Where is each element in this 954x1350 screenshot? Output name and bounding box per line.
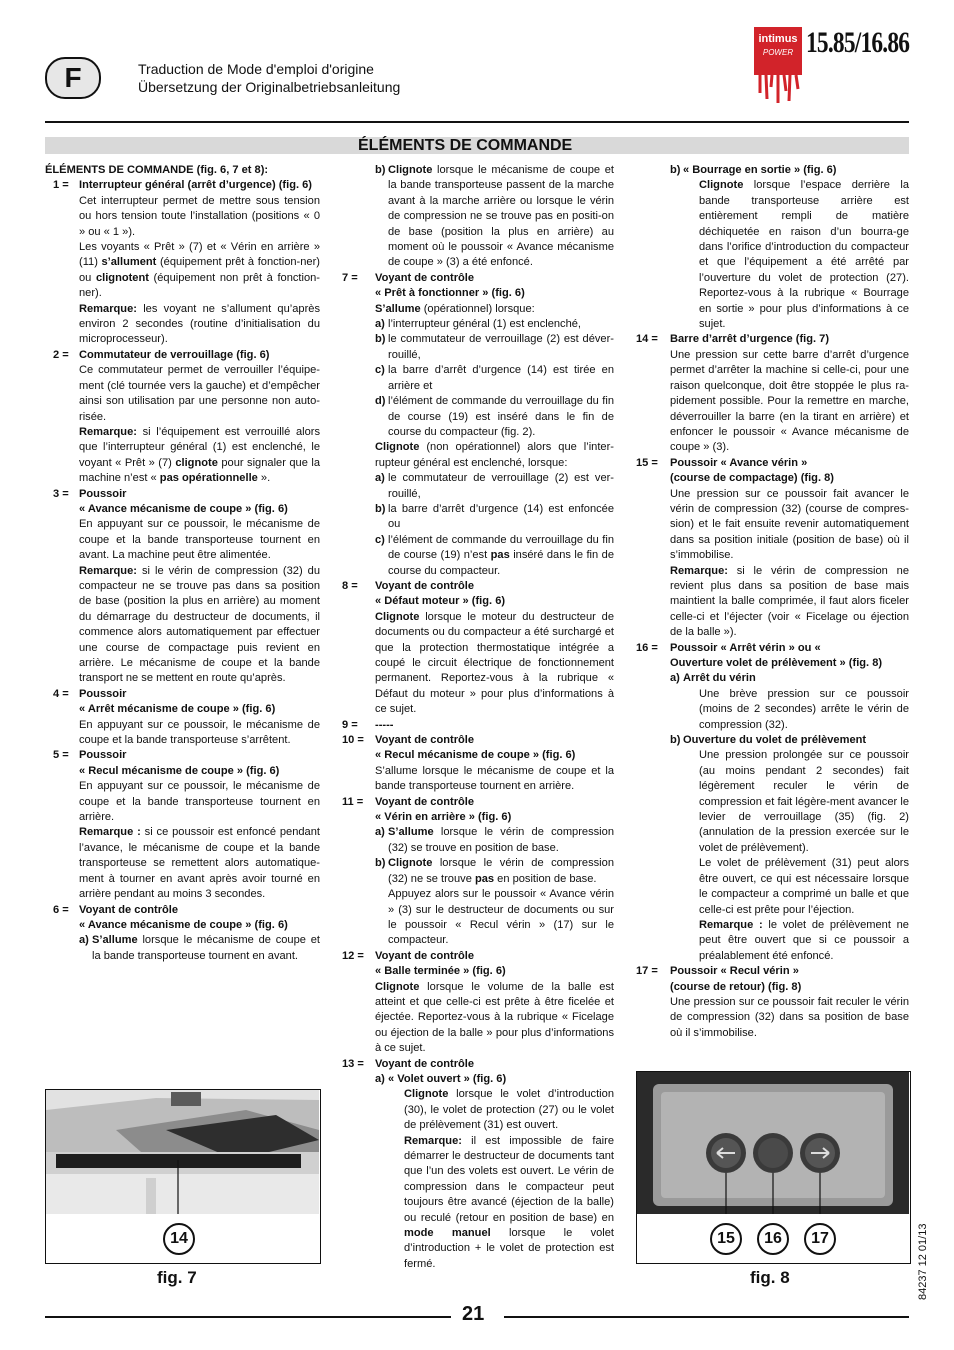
item-number: 2 = bbox=[53, 348, 69, 361]
sub-item-b: b) Ouverture du volet de prélèvement bbox=[670, 734, 867, 747]
item-number: 7 = bbox=[342, 271, 358, 284]
item-text: En appuyant sur ce poussoir, le mécanisme de coupe et la bande transporteuse tournent en arrière. bbox=[79, 780, 320, 824]
item-heading: Poussoir bbox=[79, 687, 127, 700]
document-subtitle bbox=[138, 60, 400, 96]
item-5 bbox=[45, 748, 320, 902]
item-number: 14 = bbox=[636, 333, 658, 346]
item-text: Les voyants « Prêt » (7) et « Vérin en arrière » (11) s’allument (équipement prêt à fonction-ner) ou clignotent (équipement non prêt à fonction-ner). bbox=[79, 241, 320, 300]
sub-item-a: a) S’allume lorsque le vérin de compression (32) se trouve en position de base. bbox=[375, 826, 614, 854]
item-heading: Voyant de contrôle bbox=[375, 271, 475, 284]
item-8 bbox=[342, 579, 614, 718]
item-heading: Voyant de contrôle bbox=[79, 903, 179, 916]
item-13 bbox=[342, 1057, 614, 1273]
sub-item-a: a) le commutateur de verrouillage (2) est ver-rouillé, bbox=[375, 472, 614, 500]
sub-item-a: a) l’interrupteur général (1) est enclenché, bbox=[375, 318, 582, 331]
item-text: En appuyant sur ce poussoir, le mécanisme de coupe et la bande transporteuse s’arrêtent. bbox=[79, 718, 320, 747]
item-number: 15 = bbox=[636, 456, 658, 469]
sub-item-b-text: Une pression prolongée sur ce poussoir (au moins pendant 2 secondes) fait légèrement reculer le vérin de compression et fait légère-ment avancer le levier de verrouillage (35) (fig. 2) (annulation de la pression exercée sur le volet de prélèvement). bbox=[699, 749, 909, 854]
section-title: ÉLÉMENTS DE COMMANDE bbox=[358, 137, 573, 154]
item-number: 1 = bbox=[53, 179, 69, 192]
item-text: Une pression sur ce poussoir fait reculer le vérin de compression (32) dans sa position de base où il s’immobilise. bbox=[670, 995, 909, 1039]
item-number: 4 = bbox=[53, 687, 69, 700]
sub-item-b: b) le commutateur de verrouillage (2) est déver-rouillé, bbox=[375, 333, 614, 361]
item-text: Cet interrupteur permet de mettre sous tension ou hors tension toute l’installation (positions « 0 » ou « 1 »). bbox=[79, 194, 320, 238]
sub-item-a-text: Une brève pression sur ce poussoir (moins de 2 secondes) arrête le vérin de compression (32). bbox=[699, 687, 909, 731]
figure-7-label: fig. 7 bbox=[157, 1268, 197, 1287]
language-badge: F bbox=[45, 57, 101, 99]
item-heading: Poussoir « Avance vérin » bbox=[670, 456, 808, 469]
item-text: S’allume lorsque le mécanisme de coupe et la bande transporteuse tournent en arrière. bbox=[375, 764, 614, 793]
sub-item-a: a) « Volet ouvert » (fig. 6) bbox=[375, 1072, 507, 1085]
item-12 bbox=[342, 949, 614, 1057]
item-note: Remarque: si le vérin de compression (32) du compacteur ne se trouve pas dans sa position de base (position la plus en arrière) au moment du démarrage du destructeur de documents, il commence alors automatiquement par effectuer une course de compactage puis revient en arrière. Le mécanisme de coupe et la bande transport ne se mettent en route qu’après. bbox=[79, 564, 320, 685]
item-note: Remarque: si le vérin de compression ne revient plus dans sa position de base mais maintient la balle comprimée, il faut alors ficeler celle-ci et l’éjecter (voir « Ficelage ou éjection de la balle »). bbox=[670, 564, 909, 639]
item-subheading: « Recul mécanisme de coupe » (fig. 6) bbox=[79, 764, 280, 777]
intro-heading: ÉLÉMENTS DE COMMANDE (fig. 6, 7 et 8): bbox=[45, 164, 269, 176]
callout-17: 17 bbox=[804, 1223, 836, 1255]
item-subheading: Ouverture volet de prélèvement » (fig. 8) bbox=[670, 657, 883, 669]
item-15 bbox=[636, 456, 909, 641]
document-code: 84237 12 01/13 bbox=[917, 1223, 929, 1300]
item-heading: Poussoir bbox=[79, 749, 127, 762]
item-number: 5 = bbox=[53, 749, 69, 762]
item-subheading: « Défaut moteur » (fig. 6) bbox=[375, 595, 506, 608]
item-subheading: « Balle terminée » (fig. 6) bbox=[375, 965, 506, 978]
item-note: Remarque : si ce poussoir est enfoncé pendant l’avance, le mécanisme de coupe et la bande transporteuse se remettent alors automatique-ment à tourner en avant après avoir tourné en arrière pendant au moins 3 secondes. bbox=[79, 826, 320, 901]
item-14 bbox=[636, 332, 909, 455]
item-subheading: (course de compactage) (fig. 8) bbox=[670, 472, 834, 485]
item-subheading: (course de retour) (fig. 8) bbox=[670, 980, 802, 993]
item-subheading: « Vérin en arrière » (fig. 6) bbox=[375, 811, 512, 824]
item-note: Remarque: il est impossible de faire démarrer le destructeur de documents tant que l’un des volets est ouvert. Le vérin de compression dans le compacteur peut toujours être avancé (éjection de la balle) ou reculé (retour en position de base) en mode manuel lorsque le volet d’introduction + le volet de protection est fermé. bbox=[404, 1134, 615, 1270]
item-text: Une pression sur ce poussoir fait avancer le vérin de compression (32) (course de compres-sion) et le fait ensuite revenir automatiquement dans sa position initiale (position de base) où il s’immobilise. bbox=[670, 487, 909, 562]
figure-8-photo bbox=[637, 1072, 909, 1214]
item-9 bbox=[342, 718, 614, 733]
item-subheading: « Arrêt mécanisme de coupe » (fig. 6) bbox=[79, 703, 276, 716]
item-heading: Poussoir « Arrêt vérin » ou « bbox=[670, 641, 821, 654]
item-text: En appuyant sur ce poussoir, le mécanisme de coupe et la bande transporteuse tournent en avant. La machine peut être alimentée. bbox=[79, 518, 320, 562]
sub-item-b-text: Appuyez alors sur le poussoir « Avance vérin » (3) sur le destructeur de documents ou sur le poussoir « Recul vérin » (17) sur le compacteur. bbox=[388, 888, 614, 947]
callout-14: 14 bbox=[163, 1223, 195, 1255]
item-heading: Barre d’arrêt d’urgence (fig. 7) bbox=[670, 333, 830, 346]
logo-brand-text: intimus bbox=[758, 33, 798, 45]
item-number: 10 = bbox=[342, 734, 364, 747]
item-3 bbox=[45, 487, 320, 687]
logo-sub-text: POWER bbox=[762, 48, 794, 57]
item-subheading: « Recul mécanisme de coupe » (fig. 6) bbox=[375, 749, 576, 762]
sub-item-a: a) Arrêt du vérin bbox=[670, 672, 756, 685]
item-subheading: « Avance mécanisme de coupe » (fig. 6) bbox=[79, 502, 288, 515]
column-1 bbox=[45, 163, 320, 964]
sub-item-c: c) la barre d’arrêt d’urgence (14) est tirée en arrière et bbox=[375, 364, 614, 392]
footer-rule-left bbox=[45, 1316, 451, 1318]
item-number: 12 = bbox=[342, 949, 364, 962]
model-number: 15.85/16.86 bbox=[806, 26, 910, 59]
item-heading: Voyant de contrôle bbox=[375, 579, 475, 592]
item-number: 3 = bbox=[53, 487, 69, 500]
figure-7-photo bbox=[46, 1090, 319, 1214]
column-2 bbox=[342, 163, 614, 1272]
item-subheading: « Avance mécanisme de coupe » (fig. 6) bbox=[79, 918, 288, 931]
item-text: Clignote lorsque le volume de la balle est atteint et que celle-ci est prête à être ficelée et éjectée. Reportez-vous à la rubrique « Ficelage ou éjection de la balle » pour plus d’informations à ce sujet. bbox=[375, 980, 614, 1055]
item-text: Une pression sur cette barre d’arrêt d’urgence permet d’arrêter la machine si celle-ci, pour une raison quelconque, doit être stoppée le plus ra-pidement possible. Pour la remettre en marche, déverrouiller la barre (en la tirant en arrière) et enfoncer le poussoir « Avance mécanisme de coupe » (3). bbox=[670, 348, 909, 454]
figure-8-label: fig. 8 bbox=[750, 1268, 790, 1287]
item-heading: Commutateur de verrouillage (fig. 6) bbox=[79, 348, 270, 361]
page-number: 21 bbox=[462, 1303, 485, 1325]
item-6 bbox=[45, 903, 320, 965]
item-number: 11 = bbox=[342, 795, 364, 808]
footer-rule-right bbox=[504, 1316, 909, 1318]
subtitle-french: Traduction de Mode d'emploi d'origine bbox=[138, 61, 374, 77]
item-17 bbox=[636, 964, 909, 1041]
callout-15: 15 bbox=[710, 1223, 742, 1255]
item-number: 16 = bbox=[636, 641, 658, 654]
item-heading: Voyant de contrôle bbox=[375, 1057, 475, 1070]
sub-item-b-text: Clignote lorsque l’espace derrière la bande transporteuse arrière est entièrement rempli de matière déchiquetée en raison d’un bourra-ge dans l’orifice d’introduction du compacteur et que l’équipement a été arrêté par l’ouverture du volet de protection (27). Reportez-vous à la rubrique « Bourrage en sortie » pour plus d’informations à ce sujet. bbox=[699, 179, 909, 331]
sub-item-b: b) Clignote lorsque le mécanisme de coupe et la bande transporteuse passent de la marche avant à la marche arrière ou lorsque le vérin de compression ne se trouve pas en positi-on de base (position la plus en arrière) au moment où le poussoir « Avance mécanisme de coupe » (3) a été enfoncé. bbox=[375, 164, 614, 269]
item-11 bbox=[342, 795, 614, 949]
item-4 bbox=[45, 687, 320, 749]
item-heading: Interrupteur général (arrêt d’urgence) (fig. 6) bbox=[79, 179, 313, 192]
sub-item-b-text: Le volet de prélèvement (31) peut alors être ouvert, ce qui est nécessaire lorsque le compacteur a comprimé un balle et que celle-ci est prête pour l’éjection. bbox=[699, 857, 909, 916]
item-number: 13 = bbox=[342, 1057, 364, 1070]
column-3 bbox=[636, 163, 909, 1041]
item-heading: ----- bbox=[375, 718, 394, 731]
item-number: 9 = bbox=[342, 718, 358, 731]
item-2 bbox=[45, 348, 320, 487]
item-number: 8 = bbox=[342, 579, 358, 592]
item-note: Remarque: si l’équipement est verrouillé alors que l’interrupteur général (1) est enclenché, le voyant « Prêt » (7) clignote pour signaler que la machine n’est « pas opérationnelle ». bbox=[79, 425, 320, 485]
sub-item-a-text: Clignote lorsque le volet d’introduction (30), le volet de protection (27) ou le volet de prélèvement (31) est ouvert. bbox=[404, 1088, 614, 1132]
item-16 bbox=[636, 641, 909, 965]
sub-item-b: b) Clignote lorsque le vérin de compression (32) ne se trouve pas en position de base. bbox=[375, 857, 614, 885]
item-1 bbox=[45, 178, 320, 347]
subtitle-german: Übersetzung der Originalbetriebsanleitung bbox=[138, 79, 401, 95]
item-number: 17 = bbox=[636, 965, 658, 978]
sub-item-b: b) « Bourrage en sortie » (fig. 6) bbox=[670, 164, 837, 176]
item-subheading: « Prêt à fonctionner » (fig. 6) bbox=[375, 287, 525, 300]
item-heading: Poussoir bbox=[79, 487, 127, 500]
item-text: Clignote (non opérationnel) alors que l’inter-rupteur général est enclenché, lorsque: bbox=[375, 441, 614, 469]
item-text: Clignote lorsque le moteur du destructeur de documents ou du compacteur a été surchargé et que la protection thermostatique intégrée a coupé le circuit électrique de fonctionnement permanent. Reportez-vous à la rubrique « Défaut du moteur » pour plus d’informations à ce sujet. bbox=[375, 610, 614, 716]
sub-item-b: b) la barre d’arrêt d’urgence (14) est enfoncée ou bbox=[375, 502, 614, 531]
item-heading: Poussoir « Recul vérin » bbox=[670, 965, 799, 978]
sub-item-d: d) l’élément de commande du verrouillage du fin de course (19) est inséré dans le fin de course du compacteur (fig. 2). bbox=[375, 395, 614, 438]
callout-16: 16 bbox=[757, 1223, 789, 1255]
item-13-continued bbox=[636, 163, 909, 332]
intimus-logo bbox=[754, 27, 802, 107]
item-note: Remarque : le volet de prélèvement ne peut être ouvert que si ce poussoir a préalablement été enfoncé. bbox=[699, 918, 909, 962]
item-number: 6 = bbox=[53, 903, 69, 916]
item-7 bbox=[342, 271, 614, 579]
item-note: Remarque: les voyant ne s’allument qu’après environ 2 secondes (routine d’initialisation du microprocesseur). bbox=[79, 302, 320, 346]
sub-item-a: a) S’allume lorsque le mécanisme de coupe et la bande transporteuse tournent en avant. bbox=[79, 934, 320, 962]
header-rule bbox=[45, 121, 909, 123]
item-text: S’allume (opérationnel) lorsque: bbox=[375, 302, 535, 315]
item-text: Ce commutateur permet de verrouiller l’équipe-ment (clé tournée vers la gauche) et d’empêcher ainsi son utilisation par une personne non auto-risée. bbox=[79, 364, 320, 423]
item-heading: Voyant de contrôle bbox=[375, 949, 475, 962]
sub-item-c: c) l’élément de commande du verrouillage du fin de course (19) n’est pas inséré dans le fin de course du compacteur. bbox=[375, 533, 614, 577]
item-10 bbox=[342, 733, 614, 795]
item-heading: Voyant de contrôle bbox=[375, 795, 475, 808]
item-heading: Voyant de contrôle bbox=[375, 734, 475, 747]
item-6-continued bbox=[342, 163, 614, 271]
